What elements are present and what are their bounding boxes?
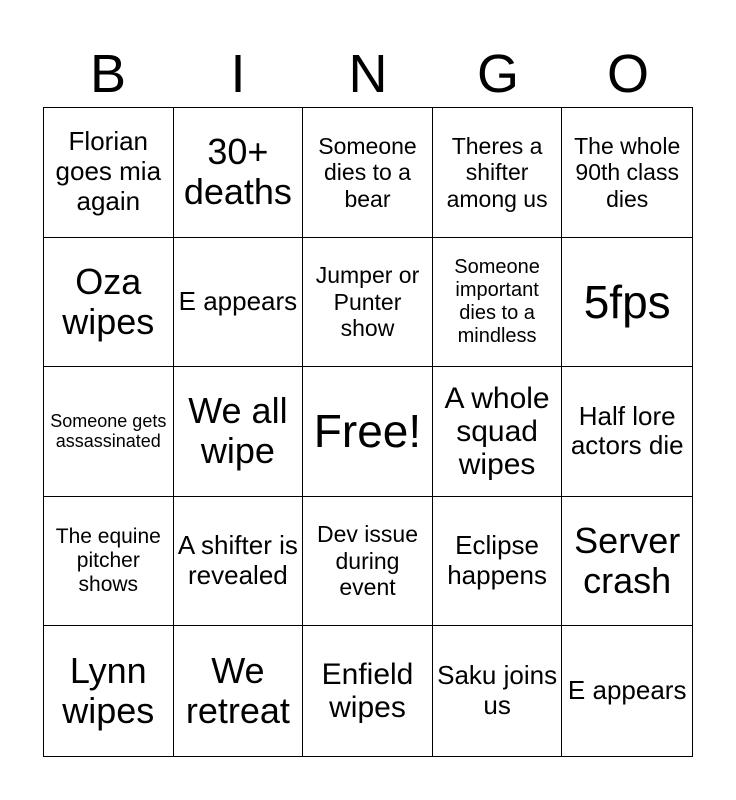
- bingo-cell[interactable]: E appears: [174, 238, 304, 368]
- bingo-cell[interactable]: Jumper or Punter show: [303, 238, 433, 368]
- bingo-cell[interactable]: A whole squad wipes: [433, 367, 563, 497]
- bingo-cell[interactable]: A shifter is revealed: [174, 497, 304, 627]
- bingo-cell[interactable]: Enfield wipes: [303, 626, 433, 756]
- header-letter-g: G: [476, 44, 519, 104]
- bingo-cell[interactable]: Oza wipes: [44, 238, 174, 368]
- bingo-cell[interactable]: Lynn wipes: [44, 626, 174, 756]
- bingo-board: [43, 107, 693, 757]
- bingo-cell[interactable]: We all wipe: [174, 367, 304, 497]
- header-letter-b: B: [89, 44, 127, 104]
- header-letter-o: O: [606, 44, 649, 104]
- bingo-cell[interactable]: Server crash: [562, 497, 692, 627]
- header-letter-n: N: [348, 44, 388, 104]
- bingo-cell[interactable]: Someone important dies to a mindless: [433, 238, 563, 368]
- bingo-cell[interactable]: Someone dies to a bear: [303, 108, 433, 238]
- bingo-cell[interactable]: Someone gets assassinated: [44, 367, 174, 497]
- free-space[interactable]: Free!: [303, 367, 433, 497]
- bingo-cell[interactable]: Eclipse happens: [433, 497, 563, 627]
- bingo-cell[interactable]: Saku joins us: [433, 626, 563, 756]
- bingo-cell[interactable]: 30+ deaths: [174, 108, 304, 238]
- bingo-cell[interactable]: 5fps: [562, 238, 692, 368]
- bingo-cell[interactable]: Half lore actors die: [562, 367, 692, 497]
- header-letter-i: I: [230, 44, 246, 104]
- bingo-cell[interactable]: Theres a shifter among us: [433, 108, 563, 238]
- bingo-cell[interactable]: E appears: [567, 675, 687, 706]
- bingo-cell[interactable]: The equine pitcher shows: [44, 497, 174, 627]
- bingo-cell[interactable]: Dev issue during event: [303, 497, 433, 627]
- bingo-cell[interactable]: The whole 90th class dies: [562, 108, 692, 238]
- bingo-cell[interactable]: We retreat: [174, 626, 304, 756]
- bingo-header: [43, 40, 693, 108]
- bingo-cell[interactable]: Florian goes mia again: [44, 108, 174, 238]
